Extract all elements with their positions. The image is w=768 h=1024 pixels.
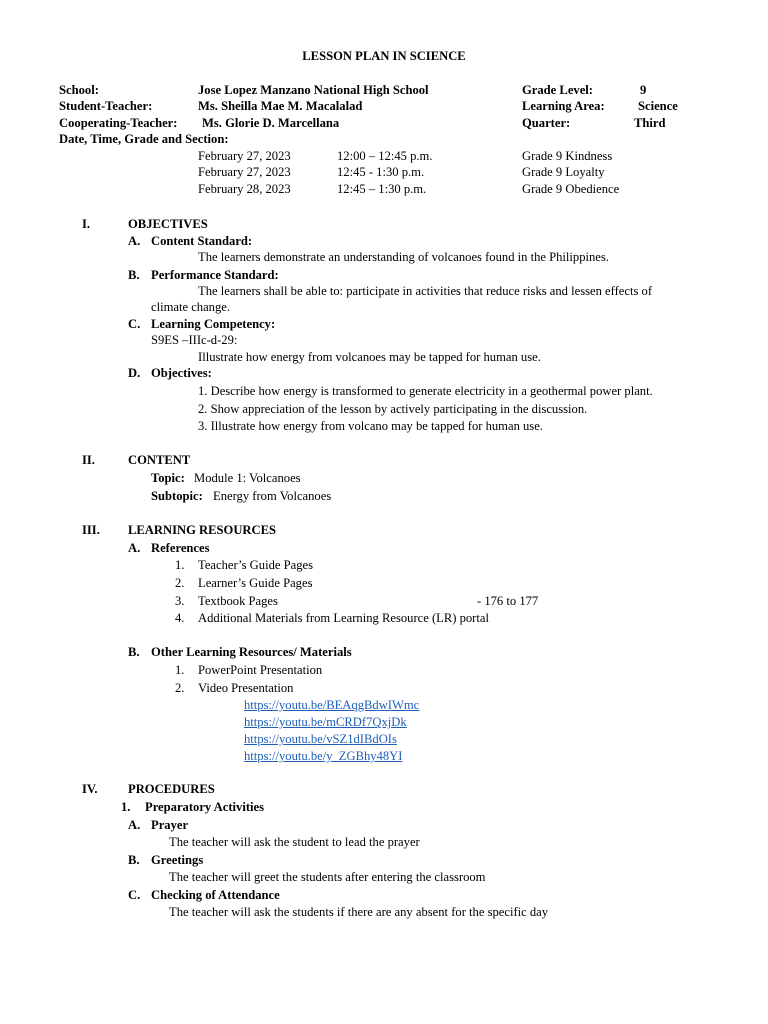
schedule-label: Date, Time, Grade and Section:: [59, 132, 229, 146]
step-text: The teacher will ask the student to lead the prayer: [169, 835, 420, 849]
reference-number: 2.: [175, 576, 185, 590]
material-number: 1.: [175, 663, 185, 677]
school-value: Jose Lopez Manzano National High School: [198, 83, 429, 97]
objectives-heading: OBJECTIVES: [128, 217, 208, 231]
video-link[interactable]: https://youtu.be/vSZ1dIBdOIs: [244, 732, 397, 746]
schedule-time: 12:00 – 12:45 p.m.: [337, 149, 433, 163]
material-item: Video Presentation: [198, 681, 294, 695]
competency-text: Illustrate how energy from volcanoes may be tapped for human use.: [198, 350, 541, 364]
grade-level-label: Grade Level:: [522, 83, 593, 97]
item-letter: B.: [128, 853, 140, 867]
item-letter: D.: [128, 366, 141, 380]
learning-resources-heading: LEARNING RESOURCES: [128, 523, 277, 537]
page-title: LESSON PLAN IN SCIENCE: [302, 49, 466, 63]
references-label: References: [151, 541, 210, 555]
learning-area-label: Learning Area:: [522, 99, 605, 113]
learning-area-value: Science: [638, 99, 678, 113]
preparatory-activities-label: Preparatory Activities: [145, 800, 265, 814]
cooperating-teacher-label: Cooperating-Teacher:: [59, 116, 178, 130]
step-label: Greetings: [151, 853, 204, 867]
step-label: Checking of Attendance: [151, 888, 280, 902]
reference-number: 1.: [175, 558, 185, 572]
objective-item: 3. Illustrate how energy from volcano may be tapped for human use.: [198, 419, 543, 433]
video-link[interactable]: https://youtu.be/mCRDf7QxjDk: [244, 715, 407, 729]
performance-standard-label: Performance Standard:: [151, 268, 279, 282]
objective-item: 1. Describe how energy is transformed to generate electricity in a geothermal power plant.: [198, 384, 653, 398]
content-standard-label: Content Standard:: [151, 234, 253, 248]
content-standard-text: The learners demonstrate an understanding of volcanoes found in the Philippines.: [198, 250, 609, 264]
item-letter: C.: [128, 317, 141, 331]
other-resources-label: Other Learning Resources/ Materials: [151, 645, 352, 659]
video-link[interactable]: https://youtu.be/BEAqgBdwIWmc: [244, 698, 420, 712]
material-item: PowerPoint Presentation: [198, 663, 323, 677]
subtopic-value: Energy from Volcanoes: [213, 489, 332, 503]
reference-number: 3.: [175, 594, 185, 608]
item-letter: A.: [128, 234, 141, 248]
material-number: 2.: [175, 681, 185, 695]
student-teacher-value: Ms. Sheilla Mae M. Macalalad: [198, 99, 363, 113]
section-numeral: I.: [82, 217, 91, 231]
section-numeral: II.: [82, 453, 95, 467]
schedule-date: February 27, 2023: [198, 165, 291, 179]
objectives-label: Objectives:: [151, 366, 212, 380]
procedures-heading: PROCEDURES: [128, 782, 215, 796]
grade-level-value: 9: [640, 83, 647, 97]
reference-item: Teacher’s Guide Pages: [198, 558, 313, 572]
reference-item: Textbook Pages: [198, 594, 278, 608]
schedule-date: February 27, 2023: [198, 149, 291, 163]
schedule-section: Grade 9 Obedience: [522, 182, 620, 196]
item-letter: A.: [128, 818, 141, 832]
preparatory-number: 1.: [121, 800, 131, 814]
performance-standard-text: climate change.: [151, 300, 231, 314]
quarter-value: Third: [634, 116, 666, 130]
schedule-time: 12:45 – 1:30 p.m.: [337, 182, 427, 196]
content-heading: CONTENT: [128, 453, 191, 467]
textbook-pages-range: - 176 to 177: [477, 594, 539, 608]
objective-item: 2. Show appreciation of the lesson by actively participating in the discussion.: [198, 402, 588, 416]
topic-label: Topic:: [151, 471, 185, 485]
item-letter: C.: [128, 888, 141, 902]
step-text: The teacher will ask the students if there are any absent for the specific day: [169, 905, 549, 919]
topic-value: Module 1: Volcanoes: [194, 471, 301, 485]
reference-item: Learner’s Guide Pages: [198, 576, 313, 590]
learning-competency-label: Learning Competency:: [151, 317, 276, 331]
performance-standard-text: The learners shall be able to: participate in activities that reduce risks and lessen effects of: [198, 284, 653, 298]
cooperating-teacher-value: Ms. Glorie D. Marcellana: [202, 116, 340, 130]
schedule-section: Grade 9 Kindness: [522, 149, 613, 163]
schedule-time: 12:45 - 1:30 p.m.: [337, 165, 425, 179]
reference-item: Additional Materials from Learning Resource (LR) portal: [198, 611, 489, 625]
item-letter: B.: [128, 268, 140, 282]
competency-code: S9ES –IIIc-d-29:: [151, 333, 238, 347]
section-numeral: III.: [82, 523, 100, 537]
quarter-label: Quarter:: [522, 116, 571, 130]
subtopic-label: Subtopic:: [151, 489, 203, 503]
reference-number: 4.: [175, 611, 185, 625]
school-label: School:: [59, 83, 99, 97]
video-link[interactable]: https://youtu.be/y_ZGBhy48YI: [244, 749, 403, 763]
step-text: The teacher will greet the students after entering the classroom: [169, 870, 486, 884]
student-teacher-label: Student-Teacher:: [59, 99, 153, 113]
schedule-section: Grade 9 Loyalty: [522, 165, 605, 179]
section-numeral: IV.: [82, 782, 98, 796]
item-letter: B.: [128, 645, 140, 659]
step-label: Prayer: [151, 818, 189, 832]
item-letter: A.: [128, 541, 141, 555]
schedule-date: February 28, 2023: [198, 182, 291, 196]
